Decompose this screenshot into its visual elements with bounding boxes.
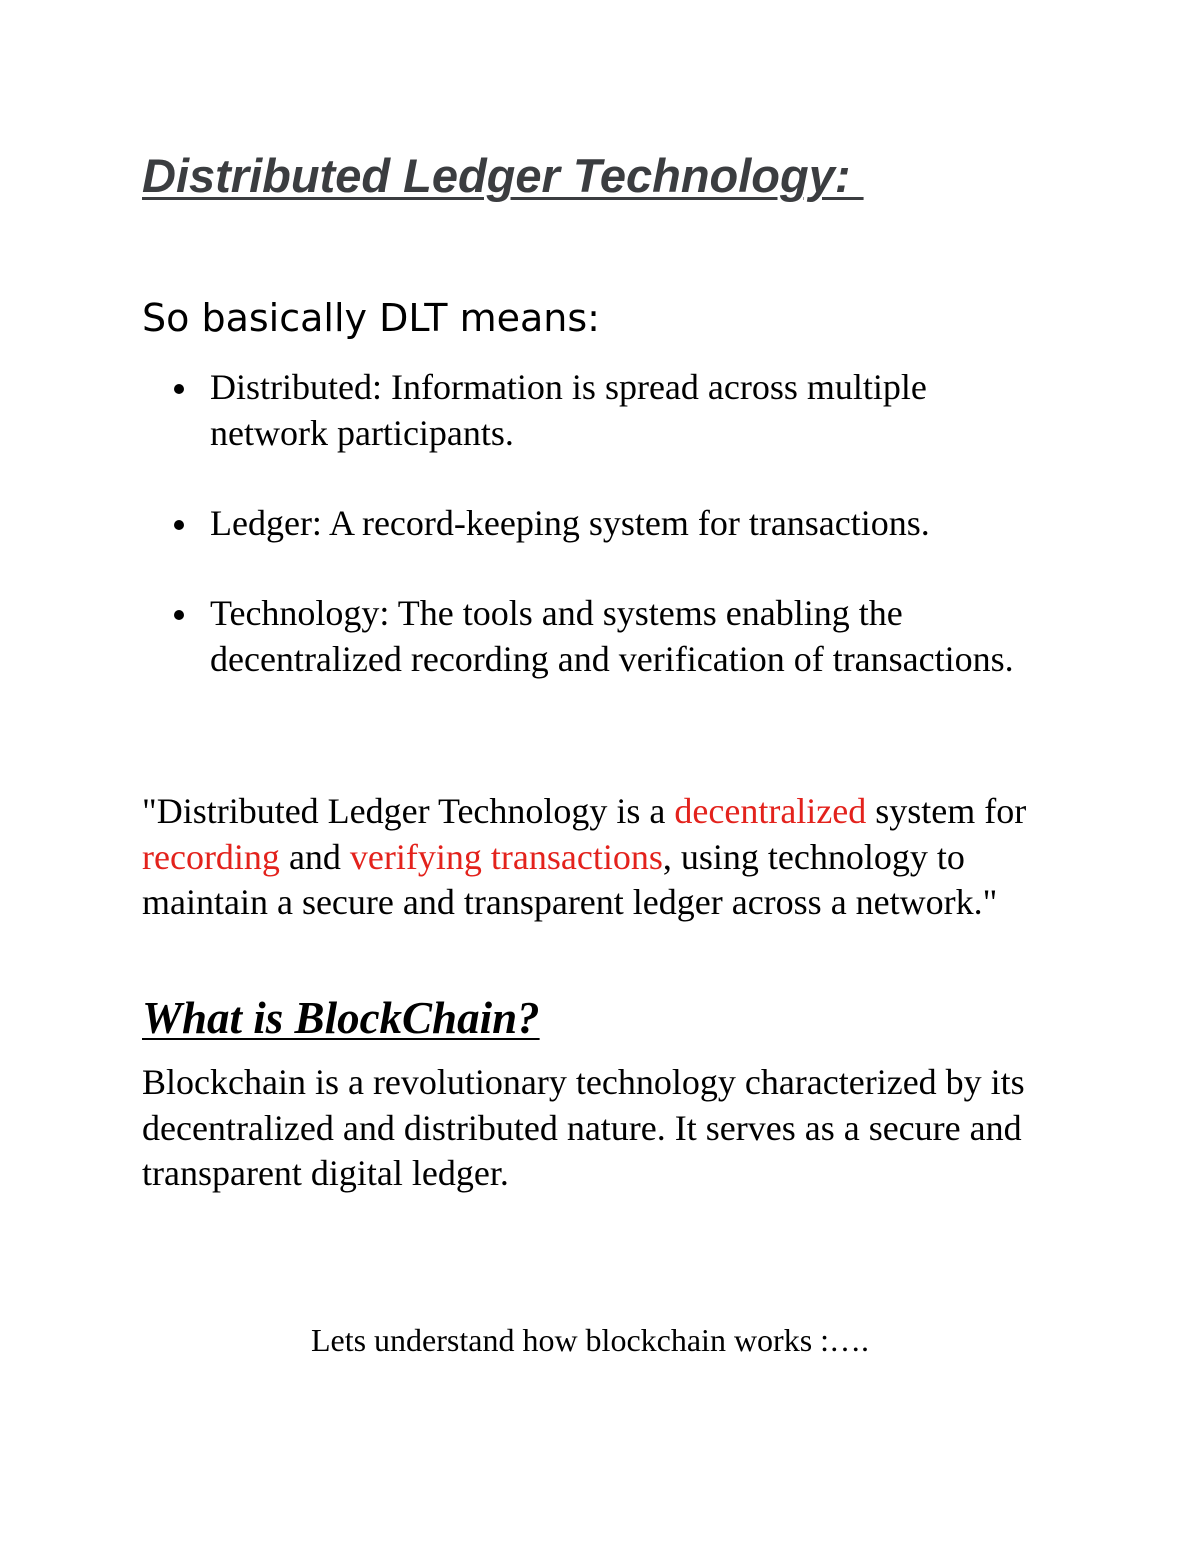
page-title: Distributed Ledger Technology:	[142, 149, 864, 202]
bullet-dot-icon	[174, 520, 184, 530]
highlight-verifying-transactions: verifying transactions	[349, 836, 663, 877]
list-item-text: Distributed: Information is spread across multiple network participants.	[210, 367, 927, 453]
list-item	[210, 591, 1030, 682]
list-item	[210, 501, 1030, 547]
closing-line: Lets understand how blockchain works :….	[310, 1322, 870, 1358]
bullet-dot-icon	[174, 384, 184, 394]
subtitle: So basically DLT means:	[142, 296, 600, 340]
highlight-decentralized: decentralized	[674, 791, 867, 831]
section-heading: What is BlockChain?	[142, 993, 540, 1043]
list-item-text: Ledger: A record-keeping system for transactions.	[210, 503, 930, 543]
list-item-text: Technology: The tools and systems enabling the decentralized recording and verification of transactions.	[210, 593, 1014, 679]
blockchain-paragraph: Blockchain is a revolutionary technology characterized by its decentralized and distributed nature. It serves as a secure and transparent digital ledger.	[142, 1062, 1025, 1193]
definition-text: "Distributed Ledger Technology is a	[142, 791, 675, 831]
definition-text: , using technology to maintain a secure and transparent ledger across a network."	[142, 836, 998, 922]
definition-text: system for	[866, 791, 1027, 831]
highlight-recording: recording	[142, 836, 280, 877]
bullet-dot-icon	[174, 610, 184, 620]
definition-text: and	[279, 836, 350, 877]
dlt-definition	[142, 789, 1067, 926]
list-item	[210, 365, 1030, 456]
